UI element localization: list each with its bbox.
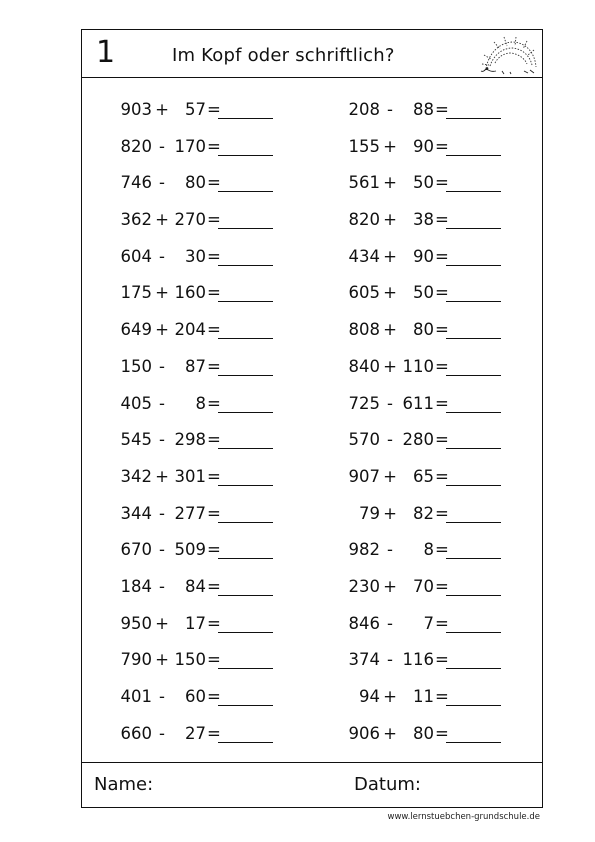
operator: + — [155, 100, 169, 119]
equals-sign: = — [435, 283, 449, 303]
first-operand: 820 — [348, 210, 380, 230]
answer-blank[interactable] — [218, 668, 273, 669]
operator: - — [159, 393, 165, 413]
equals-sign: = — [435, 393, 449, 413]
operator: + — [383, 466, 397, 486]
operator: - — [159, 723, 165, 743]
first-operand: 906 — [348, 723, 380, 743]
answer-blank[interactable] — [446, 522, 501, 523]
first-operand: 670 — [120, 540, 152, 560]
first-operand: 561 — [348, 173, 380, 193]
equals-sign: = — [207, 136, 221, 156]
second-operand: 87 — [185, 356, 206, 376]
second-operand: 80 — [413, 723, 434, 743]
first-operand: 746 — [120, 173, 152, 193]
first-operand: 374 — [348, 650, 380, 670]
operator: + — [383, 283, 397, 303]
second-operand: 65 — [413, 466, 434, 486]
equals-sign: = — [435, 650, 449, 670]
answer-blank[interactable] — [446, 632, 501, 633]
name-label: Name: — [94, 774, 154, 795]
first-operand: 155 — [348, 136, 380, 156]
operator: - — [159, 430, 165, 450]
answer-blank[interactable] — [446, 558, 501, 559]
equals-sign: = — [207, 246, 221, 266]
website-url: www.lernstuebchen-grundschule.de — [387, 812, 540, 822]
second-operand: 611 — [402, 393, 434, 413]
hedgehog-icon — [480, 33, 540, 75]
second-operand: 88 — [413, 100, 434, 119]
operator: + — [383, 246, 397, 266]
operator: + — [383, 356, 397, 376]
equals-sign: = — [435, 430, 449, 450]
answer-blank[interactable] — [218, 632, 273, 633]
worksheet-title: Im Kopf oder schriftlich? — [172, 45, 395, 66]
operator: - — [159, 576, 165, 596]
operator: + — [383, 687, 397, 706]
second-operand: 301 — [174, 466, 206, 486]
equals-sign: = — [207, 320, 221, 340]
operator: - — [387, 613, 393, 633]
answer-blank[interactable] — [446, 301, 501, 302]
first-operand: 820 — [120, 136, 152, 156]
second-operand: 8 — [423, 540, 434, 560]
second-operand: 84 — [185, 576, 206, 596]
second-operand: 204 — [174, 320, 206, 340]
first-operand: 150 — [120, 356, 152, 376]
first-operand: 790 — [120, 650, 152, 670]
second-operand: 298 — [174, 430, 206, 450]
second-operand: 30 — [185, 246, 206, 266]
second-operand: 50 — [413, 173, 434, 193]
second-operand: 150 — [174, 650, 206, 670]
second-operand: 90 — [413, 246, 434, 266]
second-operand: 7 — [423, 613, 434, 633]
answer-blank[interactable] — [446, 191, 501, 192]
operator: + — [155, 466, 169, 486]
first-operand: 846 — [348, 613, 380, 633]
first-operand: 570 — [348, 430, 380, 450]
second-operand: 8 — [195, 393, 206, 413]
exercise-number: 1 — [96, 35, 116, 70]
equals-sign: = — [207, 283, 221, 303]
answer-blank[interactable] — [218, 191, 273, 192]
first-operand: 230 — [348, 576, 380, 596]
answer-blank[interactable] — [446, 338, 501, 339]
answer-blank[interactable] — [218, 705, 273, 706]
second-operand: 280 — [402, 430, 434, 450]
answer-blank[interactable] — [218, 375, 273, 376]
equals-sign: = — [435, 540, 449, 560]
operator: - — [387, 540, 393, 560]
equals-sign: = — [207, 540, 221, 560]
answer-blank[interactable] — [218, 595, 273, 596]
equals-sign: = — [435, 210, 449, 230]
equals-sign: = — [207, 466, 221, 486]
answer-blank[interactable] — [446, 595, 501, 596]
operator: - — [159, 173, 165, 193]
equals-sign: = — [435, 723, 449, 743]
answer-blank[interactable] — [218, 558, 273, 559]
first-operand: 808 — [348, 320, 380, 340]
first-operand: 79 — [359, 503, 380, 523]
first-operand: 405 — [120, 393, 152, 413]
operator: - — [159, 136, 165, 156]
answer-blank[interactable] — [218, 265, 273, 266]
operator: - — [159, 356, 165, 376]
answer-blank[interactable] — [446, 705, 501, 706]
answer-blank[interactable] — [446, 265, 501, 266]
second-operand: 70 — [413, 576, 434, 596]
second-operand: 80 — [413, 320, 434, 340]
first-operand: 434 — [348, 246, 380, 266]
answer-blank[interactable] — [218, 412, 273, 413]
operator: + — [383, 576, 397, 596]
operator: + — [155, 320, 169, 340]
first-operand: 94 — [359, 687, 380, 706]
equals-sign: = — [207, 687, 221, 706]
first-operand: 660 — [120, 723, 152, 743]
operator: + — [155, 650, 169, 670]
operator: - — [387, 430, 393, 450]
first-operand: 950 — [120, 613, 152, 633]
equals-sign: = — [207, 576, 221, 596]
second-operand: 57 — [185, 100, 206, 119]
first-operand: 840 — [348, 356, 380, 376]
equals-sign: = — [207, 723, 221, 743]
equals-sign: = — [435, 466, 449, 486]
first-operand: 907 — [348, 466, 380, 486]
operator: - — [159, 246, 165, 266]
answer-blank[interactable] — [446, 448, 501, 449]
second-operand: 11 — [413, 687, 434, 706]
equals-sign: = — [207, 393, 221, 413]
equals-sign: = — [435, 613, 449, 633]
equals-sign: = — [435, 320, 449, 340]
equals-sign: = — [435, 173, 449, 193]
second-operand: 60 — [185, 687, 206, 706]
first-operand: 344 — [120, 503, 152, 523]
operator: + — [155, 613, 169, 633]
second-operand: 160 — [174, 283, 206, 303]
equals-sign: = — [435, 503, 449, 523]
first-operand: 604 — [120, 246, 152, 266]
answer-blank[interactable] — [446, 155, 501, 156]
answer-blank[interactable] — [218, 118, 273, 119]
first-operand: 184 — [120, 576, 152, 596]
answer-blank[interactable] — [446, 742, 501, 743]
answer-blank[interactable] — [446, 118, 501, 119]
first-operand: 175 — [120, 283, 152, 303]
second-operand: 17 — [185, 613, 206, 633]
worksheet-header — [82, 30, 542, 78]
equals-sign: = — [435, 100, 449, 119]
operator: - — [387, 100, 393, 119]
operator: - — [387, 650, 393, 670]
first-operand: 208 — [348, 100, 380, 119]
equals-sign: = — [435, 136, 449, 156]
second-operand: 509 — [174, 540, 206, 560]
operator: + — [383, 723, 397, 743]
first-operand: 903 — [120, 100, 152, 119]
operator: - — [159, 503, 165, 523]
equals-sign: = — [435, 246, 449, 266]
equals-sign: = — [435, 356, 449, 376]
second-operand: 110 — [402, 356, 434, 376]
operator: + — [155, 210, 169, 230]
first-operand: 649 — [120, 320, 152, 340]
date-label: Datum: — [354, 774, 421, 795]
operator: + — [383, 210, 397, 230]
answer-blank[interactable] — [218, 742, 273, 743]
second-operand: 38 — [413, 210, 434, 230]
answer-blank[interactable] — [446, 485, 501, 486]
second-operand: 170 — [174, 136, 206, 156]
operator: + — [383, 320, 397, 340]
operator: + — [383, 503, 397, 523]
operator: - — [159, 687, 165, 706]
answer-blank[interactable] — [218, 485, 273, 486]
answer-blank[interactable] — [446, 228, 501, 229]
second-operand: 27 — [185, 723, 206, 743]
operator: + — [155, 283, 169, 303]
operator: - — [387, 393, 393, 413]
first-operand: 725 — [348, 393, 380, 413]
equals-sign: = — [207, 650, 221, 670]
second-operand: 82 — [413, 503, 434, 523]
second-operand: 50 — [413, 283, 434, 303]
equals-sign: = — [207, 210, 221, 230]
equals-sign: = — [207, 100, 221, 119]
equals-sign: = — [207, 613, 221, 633]
second-operand: 270 — [174, 210, 206, 230]
first-operand: 401 — [120, 687, 152, 706]
equals-sign: = — [435, 687, 449, 706]
second-operand: 80 — [185, 173, 206, 193]
worksheet — [81, 29, 543, 808]
operator: + — [383, 136, 397, 156]
first-operand: 982 — [348, 540, 380, 560]
first-operand: 605 — [348, 283, 380, 303]
answer-blank[interactable] — [218, 155, 273, 156]
first-operand: 342 — [120, 466, 152, 486]
second-operand: 116 — [402, 650, 434, 670]
equals-sign: = — [207, 430, 221, 450]
first-operand: 362 — [120, 210, 152, 230]
equals-sign: = — [207, 356, 221, 376]
second-operand: 90 — [413, 136, 434, 156]
operator: + — [383, 173, 397, 193]
answer-blank[interactable] — [446, 668, 501, 669]
answer-blank[interactable] — [446, 375, 501, 376]
operator: - — [159, 540, 165, 560]
answer-blank[interactable] — [218, 301, 273, 302]
answer-blank[interactable] — [218, 522, 273, 523]
worksheet-footer — [82, 762, 542, 807]
equals-sign: = — [207, 173, 221, 193]
first-operand: 545 — [120, 430, 152, 450]
second-operand: 277 — [174, 503, 206, 523]
answer-blank[interactable] — [218, 448, 273, 449]
answer-blank[interactable] — [218, 338, 273, 339]
equals-sign: = — [435, 576, 449, 596]
answer-blank[interactable] — [218, 228, 273, 229]
equals-sign: = — [207, 503, 221, 523]
answer-blank[interactable] — [446, 412, 501, 413]
